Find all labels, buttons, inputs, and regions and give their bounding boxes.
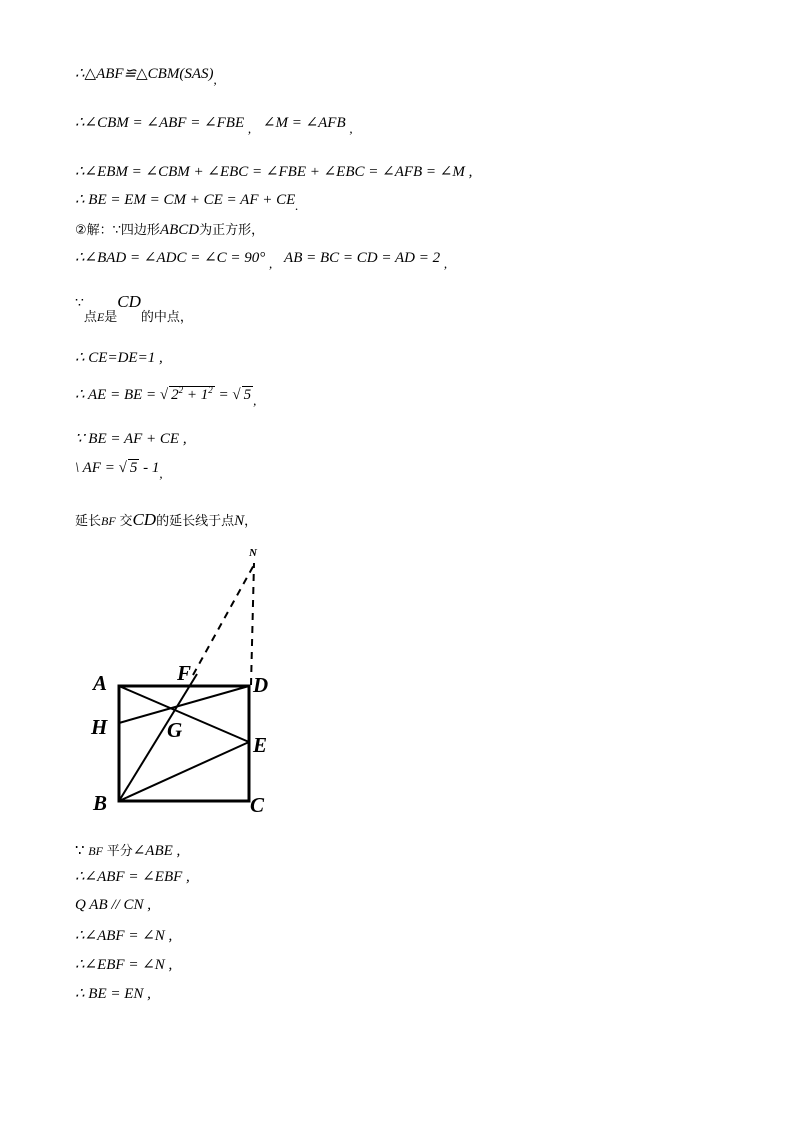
proof-line-2 <box>75 113 353 136</box>
proof-text: ②解：∵四边形 <box>75 223 160 238</box>
proof-text: \ AF = <box>75 460 115 476</box>
proof-line-6 <box>75 248 448 271</box>
radicand: + 1 <box>186 387 209 403</box>
equals: = <box>218 387 229 403</box>
punct: , <box>349 121 353 136</box>
proof-line-5 <box>75 219 264 239</box>
math-term: ∠ABE , <box>132 843 181 859</box>
proof-text: ∴∠ABF = ∠EBF , <box>75 869 190 885</box>
proof-text: 交 <box>119 514 133 529</box>
math-term: N <box>234 513 245 529</box>
proof-text: 的中点， <box>140 310 193 325</box>
label-c: C <box>250 793 265 817</box>
radicand: 2 <box>171 387 179 403</box>
proof-text: ∴∠ABF = ∠N , <box>75 928 173 944</box>
proof-line-1 <box>75 64 217 87</box>
punct: , <box>247 121 252 136</box>
punct: , <box>159 466 163 481</box>
proof-text: ∵ BE = AF + CE , <box>75 431 187 447</box>
proof-text: ∴ BE = EM = CM + CE = AF + CE <box>75 192 296 208</box>
exponent: 2 <box>178 385 184 395</box>
proof-text: 是 <box>104 310 118 325</box>
proof-text: Q AB // CN , <box>75 897 151 913</box>
dashed-line-dn <box>251 563 254 685</box>
geometry-figure <box>85 540 295 825</box>
radicand: 5 <box>243 387 252 403</box>
proof-text: ∴∠CBM = ∠ABF = ∠FBE <box>75 115 245 131</box>
label-g: G <box>167 718 183 742</box>
proof-line-15 <box>75 897 151 914</box>
label-h: H <box>91 715 108 739</box>
math-term: CD <box>117 292 141 311</box>
proof-line-9: ∴ AE = BE = √ $2^2 + 1^2$ = √ 5 , <box>75 385 257 408</box>
proof-text: - 1 <box>143 460 160 476</box>
label-b: B <box>93 791 108 815</box>
proof-line-13 <box>75 840 180 860</box>
math-term: BF <box>88 844 103 858</box>
proof-line-18 <box>75 984 151 1003</box>
proof-line-12 <box>75 510 257 530</box>
proof-text: ， <box>244 514 258 529</box>
label-a: A <box>93 671 108 695</box>
math-term: E <box>96 310 105 324</box>
proof-text: ∠M = ∠AFB <box>262 115 346 131</box>
proof-text: 为正方形， <box>199 223 265 238</box>
punct: , <box>443 256 448 271</box>
proof-line-17 <box>75 955 172 974</box>
math-term: CD <box>132 510 157 529</box>
proof-line-8 <box>75 348 163 367</box>
math-term: ABCD <box>159 222 200 238</box>
segment-be <box>119 742 249 801</box>
punct: . <box>295 198 299 213</box>
label-e: E <box>253 733 268 757</box>
proof-text: ∴∠EBF = ∠N , <box>75 957 173 973</box>
segment-hd <box>119 686 249 723</box>
proof-text: 的延长线于点 <box>156 514 235 529</box>
proof-line-3 <box>75 162 472 181</box>
proof-text: 点 <box>83 310 97 325</box>
radicand: 5 <box>129 460 138 476</box>
math-term: BF <box>101 514 116 528</box>
proof-line-16 <box>75 926 172 945</box>
proof-line-4 <box>75 190 299 213</box>
proof-text: ∴∠EBM = ∠CBM + ∠EBC = ∠FBE + ∠EBC = ∠AFB = ∠M , <box>75 164 473 180</box>
proof-text: ∴ BE = EN , <box>75 986 151 1002</box>
proof-text: ∴ AE = BE = <box>75 387 157 403</box>
segment-bf <box>119 674 197 801</box>
exponent: 2 <box>208 385 213 395</box>
label-f: F <box>177 661 192 685</box>
punct: , <box>213 72 217 87</box>
proof-line-11: \ AF = √ 5 - 1, <box>75 460 163 481</box>
proof-text: AB = BC = CD = AD = 2 <box>284 250 441 266</box>
because-symbol: ∵ <box>75 843 85 859</box>
label-n: N <box>249 547 257 559</box>
proof-text: 平分 <box>106 844 133 859</box>
label-d: D <box>253 673 269 697</box>
proof-line-14 <box>75 867 190 886</box>
dashed-line-fn <box>193 563 255 675</box>
proof-text: 延长 <box>75 514 102 529</box>
proof-text: ∴ CE=DE=1 , <box>75 350 163 366</box>
proof-line-7 <box>75 292 193 325</box>
square-abcd <box>119 686 249 801</box>
proof-text: ∴△ABF≌△CBM(SAS) <box>75 66 214 82</box>
punct: , <box>253 393 257 408</box>
proof-text: ∴∠BAD = ∠ADC = ∠C = 90° <box>75 250 266 266</box>
punct: , <box>269 256 273 271</box>
proof-line-10 <box>75 429 187 448</box>
because-symbol: ∵ <box>75 296 84 311</box>
